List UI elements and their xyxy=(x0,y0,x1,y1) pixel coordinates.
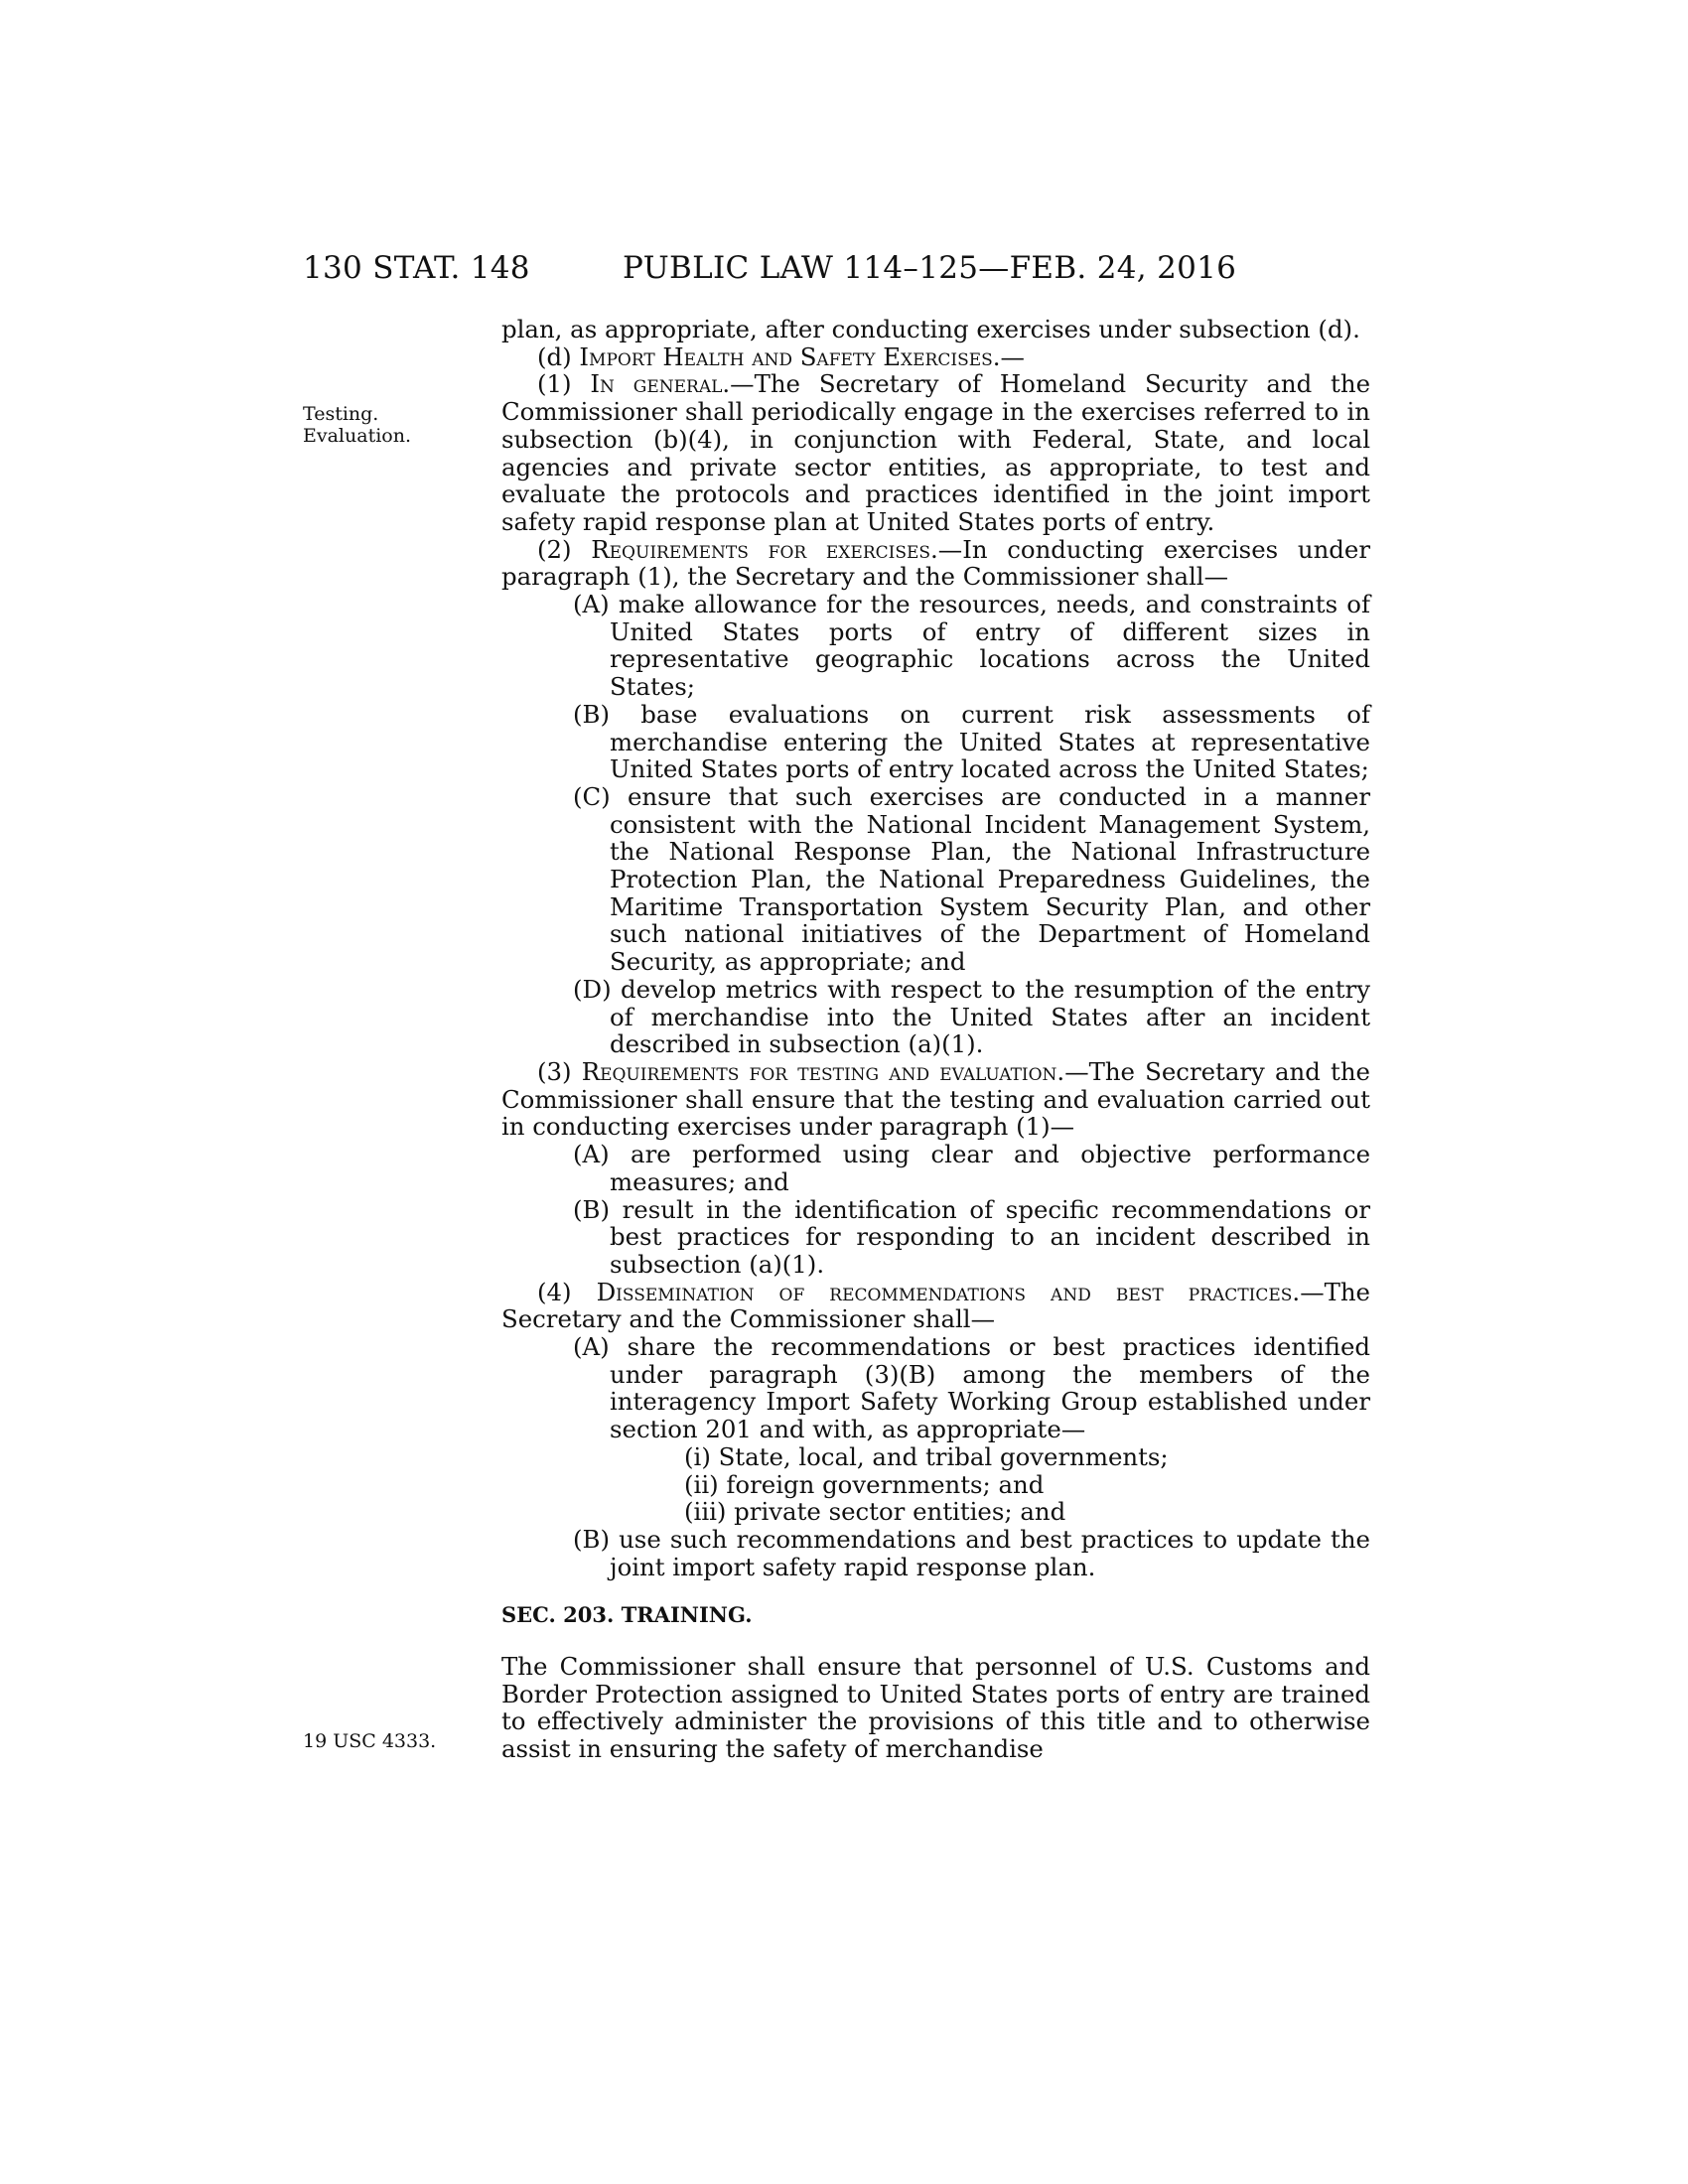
paragraph-d3 xyxy=(501,1058,1370,1141)
paragraph-d1-number: (1) xyxy=(537,369,591,399)
paragraph-d3-heading: Requirements for testing and evaluation. xyxy=(581,1056,1065,1086)
margin-note-usc: 19 USC 4333. xyxy=(303,1730,437,1752)
clause-d4-A: (A) share the recommendations or best practices identified under paragraph (3)(B) among the members of the interagency Import Safety Working Group established under section 201 and with, as appropriate— xyxy=(573,1332,1370,1444)
clause-d3-B: (B) result in the identification of specific recommendations or best practices for responding to an incident described in subsection (a)(1). xyxy=(573,1194,1370,1279)
clause-d2-C: (C) ensure that such exercises are conducted in a manner consistent with the National Incident Management System, the National Response Plan, the National Infrastructure Protection Plan, the National Preparedness Guidelines, the Maritime Transportation System Security Plan, and other such national initiatives of the Department of Homeland Security, as appropriate; and xyxy=(573,781,1370,977)
clause-d3-A: (A) are performed using clear and objective performance measures; and xyxy=(573,1140,1370,1196)
subclause-d4-A-iii: (iii) private sector entities; and xyxy=(684,1497,1066,1527)
margin-note-testing: Testing. xyxy=(303,403,379,425)
paragraph-d3-text: —The Secretary and the Commissioner shall ensure that the testing and evaluation carried out in conducting exercises under paragraph (1)— xyxy=(501,1056,1370,1142)
clause-d2-D: (D) develop metrics with respect to the resumption of the entry of merchandise into the United States after an incident described in subsection (a)(1). xyxy=(573,974,1370,1059)
paragraph-d2 xyxy=(501,536,1370,591)
document-body xyxy=(501,316,1370,1763)
page-header-title: PUBLIC LAW 114–125—FEB. 24, 2016 xyxy=(623,250,1237,286)
paragraph-d2-heading: Requirements for exercises. xyxy=(591,534,938,564)
subsection-d-number: (d) xyxy=(537,341,580,371)
subsection-d-dash: — xyxy=(1000,341,1025,371)
subsection-d-heading xyxy=(501,343,1370,371)
section-203-text: The Commissioner shall ensure that personnel of U.S. Customs and Border Protection assigned to United States ports of entry are trained to effectively administer the provisions of this title and to otherwise assist in ensuring the safety of merchandise xyxy=(501,1652,1370,1764)
paragraph-d2-number: (2) xyxy=(537,534,592,564)
paragraph-d1-heading: In general. xyxy=(590,369,731,399)
paragraph-d1-text: —The Secretary of Homeland Security and the Commissioner shall periodically engage in the exercises referred to in subsection (b)(4), in conjunction with Federal, State, and local agencies and private sector entities, as appropriate, to test and evaluate the protocols and practices identified in the joint import safety rapid response plan at United States ports of entry. xyxy=(501,369,1370,536)
stat-citation: 130 STAT. 148 xyxy=(303,250,530,286)
paragraph-d4 xyxy=(501,1279,1370,1333)
paragraph-d4-number: (4) xyxy=(537,1277,597,1306)
section-203-heading: SEC. 203. TRAINING. xyxy=(501,1602,753,1628)
margin-note-testing-evaluation xyxy=(303,403,411,447)
paragraph-d4-heading: Dissemination of recommendations and best practices. xyxy=(596,1277,1301,1306)
paragraph-d2-text: —In conducting exercises under paragraph (1), the Secretary and the Commissioner shall— xyxy=(501,534,1370,592)
subsection-d-title: Import Health and Safety Exercises. xyxy=(579,341,1001,371)
clause-d2-A: (A) make allowance for the resources, needs, and constraints of United States ports of entry of different sizes in representative geographic locations across the United States; xyxy=(573,590,1370,702)
paragraph-continuation: plan, as appropriate, after conducting exercises under subsection (d). xyxy=(501,315,1360,343)
clause-d4-B: (B) use such recommendations and best practices to update the joint import safety rapid response plan. xyxy=(573,1524,1370,1581)
margin-note-evaluation: Evaluation. xyxy=(303,425,411,447)
subclause-d4-A-i: (i) State, local, and tribal governments; xyxy=(684,1441,1169,1471)
subclause-d4-A-ii: (ii) foreign governments; and xyxy=(684,1469,1045,1499)
paragraph-d1 xyxy=(501,370,1370,535)
clause-d2-B: (B) base evaluations on current risk assessments of merchandise entering the United States at representative United States ports of entry located across the United States; xyxy=(573,699,1370,784)
paragraph-d3-number: (3) xyxy=(537,1056,582,1086)
paragraph-d4-text: —The Secretary and the Commissioner shall— xyxy=(501,1277,1370,1334)
